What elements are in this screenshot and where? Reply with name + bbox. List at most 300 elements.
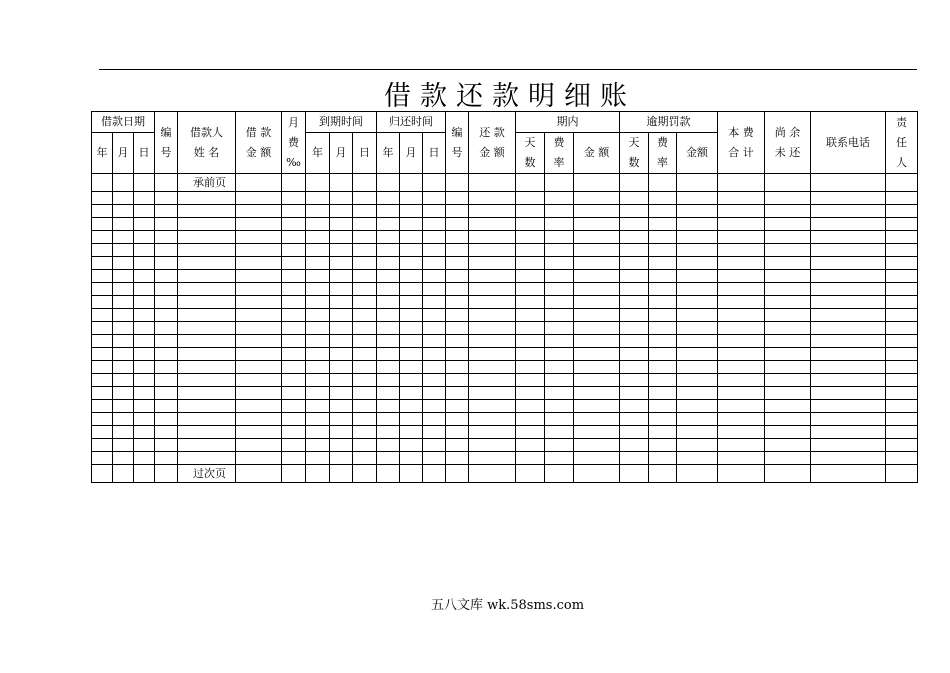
table-cell	[545, 322, 574, 335]
table-cell	[353, 439, 377, 452]
table-cell	[178, 244, 236, 257]
table-cell	[353, 309, 377, 322]
table-cell	[649, 374, 677, 387]
table-cell	[330, 439, 353, 452]
table-cell	[469, 270, 516, 283]
table-cell	[811, 231, 886, 244]
table-cell	[718, 465, 765, 483]
table-cell	[811, 192, 886, 205]
table-cell	[718, 296, 765, 309]
table-cell	[516, 452, 545, 465]
table-cell	[446, 192, 469, 205]
table-cell	[718, 283, 765, 296]
table-cell	[718, 174, 765, 192]
table-cell	[765, 270, 811, 283]
table-cell	[516, 205, 545, 218]
table-cell	[469, 322, 516, 335]
table-cell	[574, 270, 620, 283]
table-cell	[423, 205, 446, 218]
table-cell	[886, 400, 918, 413]
table-cell	[516, 192, 545, 205]
table-cell	[677, 348, 718, 361]
table-cell	[134, 309, 155, 322]
overdue-amount-header: 金额	[677, 133, 718, 174]
table-cell	[377, 218, 400, 231]
table-cell	[236, 335, 282, 348]
table-cell	[677, 270, 718, 283]
table-cell	[811, 374, 886, 387]
table-cell	[649, 192, 677, 205]
table-cell	[516, 296, 545, 309]
table-cell	[649, 257, 677, 270]
table-cell	[353, 205, 377, 218]
table-cell	[330, 413, 353, 426]
table-cell	[306, 335, 330, 348]
table-cell	[574, 426, 620, 439]
table-cell	[306, 426, 330, 439]
table-cell	[574, 322, 620, 335]
table-cell	[306, 452, 330, 465]
table-cell	[155, 413, 178, 426]
table-row	[92, 400, 918, 413]
table-cell	[353, 322, 377, 335]
table-cell	[400, 348, 423, 361]
table-cell	[236, 452, 282, 465]
table-cell	[516, 400, 545, 413]
table-cell	[886, 270, 918, 283]
table-cell	[155, 452, 178, 465]
table-cell	[469, 205, 516, 218]
table-cell	[677, 465, 718, 483]
table-cell	[620, 205, 649, 218]
ledger-table	[91, 111, 918, 483]
table-cell	[469, 296, 516, 309]
table-cell	[469, 174, 516, 192]
table-cell	[134, 205, 155, 218]
page-title: 借款还款明细账	[384, 81, 636, 112]
table-cell	[282, 231, 306, 244]
table-cell	[516, 335, 545, 348]
table-cell	[377, 348, 400, 361]
table-cell	[886, 374, 918, 387]
table-cell	[649, 465, 677, 483]
table-cell	[765, 374, 811, 387]
table-cell	[236, 374, 282, 387]
table-cell	[886, 452, 918, 465]
table-cell	[516, 231, 545, 244]
table-cell	[649, 400, 677, 413]
table-cell	[649, 270, 677, 283]
table-cell	[113, 296, 134, 309]
table-cell	[886, 335, 918, 348]
table-cell	[306, 387, 330, 400]
table-cell	[886, 231, 918, 244]
table-cell	[353, 400, 377, 413]
table-cell	[134, 244, 155, 257]
table-cell	[423, 439, 446, 452]
table-cell	[677, 174, 718, 192]
table-cell	[677, 439, 718, 452]
table-cell	[516, 309, 545, 322]
table-cell	[330, 296, 353, 309]
overdue-rate-header: 费 率	[649, 133, 677, 174]
table-cell	[649, 452, 677, 465]
table-cell	[282, 244, 306, 257]
within-amount-header: 金 额	[574, 133, 620, 174]
table-cell	[886, 322, 918, 335]
table-cell	[306, 374, 330, 387]
table-cell	[178, 374, 236, 387]
table-cell	[353, 361, 377, 374]
table-cell	[377, 192, 400, 205]
table-cell	[377, 374, 400, 387]
table-cell	[718, 426, 765, 439]
table-cell	[516, 439, 545, 452]
table-cell	[718, 231, 765, 244]
table-cell	[516, 174, 545, 192]
table-cell	[469, 348, 516, 361]
table-cell	[178, 452, 236, 465]
table-cell	[469, 374, 516, 387]
table-cell	[236, 439, 282, 452]
table-row	[92, 413, 918, 426]
table-cell	[516, 413, 545, 426]
carry-over-row	[92, 465, 918, 483]
table-cell	[469, 413, 516, 426]
due-year-header: 年	[306, 133, 330, 174]
due-month-header: 月	[330, 133, 353, 174]
table-cell	[113, 218, 134, 231]
table-row	[92, 439, 918, 452]
table-cell	[178, 348, 236, 361]
table-cell	[400, 361, 423, 374]
table-cell	[423, 426, 446, 439]
table-cell	[574, 361, 620, 374]
table-cell	[92, 465, 113, 483]
table-cell	[92, 218, 113, 231]
table-cell	[306, 205, 330, 218]
table-cell	[446, 413, 469, 426]
table-cell	[353, 387, 377, 400]
table-cell	[134, 296, 155, 309]
borrower-header: 借款人 姓 名	[178, 112, 236, 174]
table-cell	[545, 439, 574, 452]
table-cell	[620, 270, 649, 283]
table-cell	[423, 335, 446, 348]
table-cell	[330, 283, 353, 296]
table-cell	[236, 174, 282, 192]
table-cell	[516, 387, 545, 400]
table-cell	[423, 270, 446, 283]
table-cell	[400, 452, 423, 465]
table-cell	[282, 374, 306, 387]
table-cell	[236, 231, 282, 244]
table-cell	[423, 244, 446, 257]
table-cell	[236, 387, 282, 400]
table-cell	[306, 439, 330, 452]
table-cell	[718, 400, 765, 413]
loan-day-header: 日	[134, 133, 155, 174]
table-cell	[446, 335, 469, 348]
table-cell	[649, 387, 677, 400]
table-cell	[545, 348, 574, 361]
table-cell	[649, 439, 677, 452]
table-cell	[765, 400, 811, 413]
table-cell	[377, 452, 400, 465]
table-cell	[574, 283, 620, 296]
table-cell	[620, 439, 649, 452]
table-cell	[178, 361, 236, 374]
table-cell	[620, 174, 649, 192]
table-cell	[353, 174, 377, 192]
overdue-penalty-header: 逾期罚款	[620, 112, 718, 133]
table-cell	[282, 309, 306, 322]
table-cell	[765, 309, 811, 322]
table-cell	[677, 426, 718, 439]
table-cell	[92, 205, 113, 218]
table-row	[92, 257, 918, 270]
table-cell	[545, 283, 574, 296]
table-cell	[155, 361, 178, 374]
table-cell	[282, 192, 306, 205]
table-cell	[282, 465, 306, 483]
table-cell	[886, 413, 918, 426]
table-cell	[765, 387, 811, 400]
table-cell	[134, 465, 155, 483]
table-cell	[113, 465, 134, 483]
table-cell	[649, 296, 677, 309]
due-time-header: 到期时间	[306, 112, 377, 133]
table-cell	[677, 361, 718, 374]
footer-watermark: 五八文库 wk.58sms.com	[430, 598, 585, 613]
table-cell	[886, 205, 918, 218]
table-cell	[113, 192, 134, 205]
table-cell	[545, 309, 574, 322]
table-cell	[282, 205, 306, 218]
table-cell	[330, 218, 353, 231]
table-cell	[306, 270, 330, 283]
table-cell	[330, 231, 353, 244]
table-cell	[765, 192, 811, 205]
table-cell	[620, 231, 649, 244]
table-cell	[113, 270, 134, 283]
table-cell	[545, 413, 574, 426]
table-cell	[718, 309, 765, 322]
table-cell	[282, 439, 306, 452]
table-cell	[620, 296, 649, 309]
table-cell	[886, 218, 918, 231]
table-cell	[113, 231, 134, 244]
due-day-header: 日	[353, 133, 377, 174]
table-cell	[469, 192, 516, 205]
table-cell	[282, 348, 306, 361]
table-cell	[620, 374, 649, 387]
table-cell	[155, 257, 178, 270]
table-cell	[282, 426, 306, 439]
table-row	[92, 322, 918, 335]
table-cell	[353, 270, 377, 283]
table-cell	[178, 270, 236, 283]
table-cell	[886, 361, 918, 374]
table-cell	[400, 439, 423, 452]
top-rule	[99, 69, 917, 70]
table-cell	[886, 296, 918, 309]
table-cell	[574, 309, 620, 322]
table-cell	[811, 348, 886, 361]
loan-date-header: 借款日期	[92, 112, 155, 133]
table-cell	[377, 231, 400, 244]
table-cell	[574, 296, 620, 309]
table-cell	[469, 231, 516, 244]
table-cell	[155, 270, 178, 283]
table-cell	[306, 218, 330, 231]
table-cell	[649, 231, 677, 244]
table-cell	[330, 426, 353, 439]
table-cell	[446, 244, 469, 257]
table-cell	[446, 270, 469, 283]
table-cell	[677, 192, 718, 205]
return-day-header: 日	[423, 133, 446, 174]
table-row	[92, 205, 918, 218]
table-cell	[236, 322, 282, 335]
table-cell	[330, 322, 353, 335]
table-cell	[620, 218, 649, 231]
table-cell	[113, 309, 134, 322]
table-row	[92, 244, 918, 257]
table-cell	[306, 283, 330, 296]
fee-total-header: 本 费 合 计	[718, 112, 765, 174]
table-cell	[236, 205, 282, 218]
table-cell	[178, 231, 236, 244]
table-cell	[377, 439, 400, 452]
table-cell	[574, 348, 620, 361]
loan-month-header: 月	[113, 133, 134, 174]
table-cell	[155, 244, 178, 257]
table-cell	[469, 465, 516, 483]
table-cell	[446, 322, 469, 335]
table-cell	[92, 452, 113, 465]
table-cell	[649, 205, 677, 218]
table-cell	[306, 296, 330, 309]
table-cell	[236, 361, 282, 374]
table-cell	[134, 348, 155, 361]
table-cell	[134, 361, 155, 374]
table-cell	[469, 426, 516, 439]
table-cell	[469, 439, 516, 452]
table-cell	[92, 192, 113, 205]
table-cell	[423, 257, 446, 270]
table-cell	[134, 283, 155, 296]
table-cell	[620, 413, 649, 426]
table-cell	[545, 335, 574, 348]
table-cell	[886, 244, 918, 257]
table-cell	[92, 413, 113, 426]
table-cell	[423, 400, 446, 413]
table-cell	[377, 335, 400, 348]
table-cell	[353, 426, 377, 439]
table-cell	[423, 413, 446, 426]
table-cell	[545, 205, 574, 218]
table-cell	[353, 374, 377, 387]
table-cell	[718, 257, 765, 270]
table-cell	[765, 439, 811, 452]
table-cell	[446, 296, 469, 309]
table-cell	[423, 174, 446, 192]
table-row	[92, 218, 918, 231]
table-cell	[649, 348, 677, 361]
table-cell	[423, 465, 446, 483]
table-cell	[446, 257, 469, 270]
repay-amount-header: 还 款 金 额	[469, 112, 516, 174]
table-cell	[765, 296, 811, 309]
table-cell	[620, 309, 649, 322]
table-cell	[811, 257, 886, 270]
table-cell	[718, 244, 765, 257]
table-row	[92, 283, 918, 296]
return-month-header: 月	[400, 133, 423, 174]
table-cell	[92, 244, 113, 257]
table-cell	[677, 205, 718, 218]
table-cell	[423, 231, 446, 244]
table-cell	[677, 413, 718, 426]
table-cell	[765, 426, 811, 439]
table-cell	[811, 244, 886, 257]
table-cell	[236, 192, 282, 205]
table-cell	[330, 361, 353, 374]
table-cell	[155, 218, 178, 231]
table-cell	[400, 231, 423, 244]
table-row	[92, 335, 918, 348]
table-cell	[718, 192, 765, 205]
table-cell	[353, 218, 377, 231]
table-cell	[92, 374, 113, 387]
table-row	[92, 452, 918, 465]
table-cell	[134, 374, 155, 387]
table-cell	[545, 387, 574, 400]
table-cell	[886, 192, 918, 205]
table-cell	[649, 283, 677, 296]
table-cell	[155, 374, 178, 387]
table-cell	[113, 426, 134, 439]
table-cell	[516, 465, 545, 483]
table-cell	[92, 231, 113, 244]
table-cell	[811, 270, 886, 283]
table-cell	[236, 348, 282, 361]
table-cell	[811, 174, 886, 192]
table-cell	[134, 387, 155, 400]
table-cell	[113, 174, 134, 192]
table-cell	[155, 192, 178, 205]
table-cell	[155, 335, 178, 348]
table-cell	[677, 335, 718, 348]
table-cell	[446, 231, 469, 244]
table-cell	[282, 361, 306, 374]
table-cell	[886, 174, 918, 192]
table-cell	[400, 400, 423, 413]
table-cell	[811, 283, 886, 296]
table-cell	[649, 335, 677, 348]
table-cell	[134, 413, 155, 426]
table-cell	[113, 205, 134, 218]
table-cell	[282, 387, 306, 400]
table-cell	[155, 465, 178, 483]
table-cell	[134, 270, 155, 283]
table-cell	[400, 174, 423, 192]
table-cell	[306, 309, 330, 322]
table-cell	[113, 257, 134, 270]
table-cell	[178, 387, 236, 400]
table-cell	[469, 387, 516, 400]
